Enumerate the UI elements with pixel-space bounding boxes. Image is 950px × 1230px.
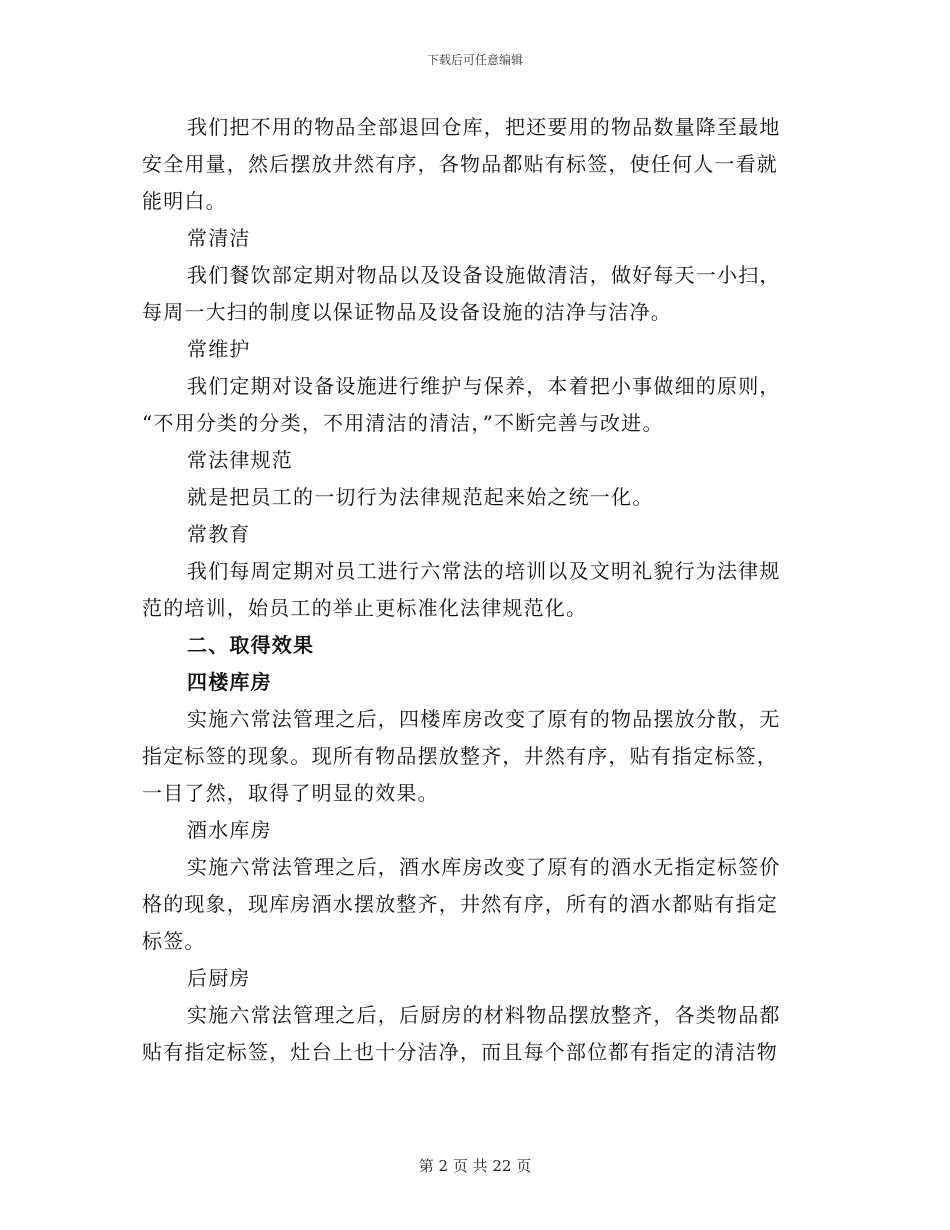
- body-text-line: 酒水库房: [187, 818, 272, 842]
- section-heading: 二、取得效果: [187, 633, 315, 657]
- body-text-line: 我们餐饮部定期对物品以及设备设施做清洁，做好每天一小扫，: [187, 263, 781, 287]
- document-body: [142, 109, 807, 1071]
- body-text-line: 我们把不用的物品全部退回仓库，把还要用的物品数量降至最地: [187, 115, 781, 139]
- body-text-line: 标签。: [142, 929, 206, 953]
- body-text-line: 每周一大扫的制度以保证物品及设备设施的洁净与洁净。: [142, 300, 672, 324]
- body-text-line: 常维护: [187, 337, 251, 361]
- body-text-line: 常法律规范: [187, 448, 293, 472]
- body-text-line: 范的培训，始员工的举止更标准化法律规范化。: [142, 596, 588, 620]
- body-text-line: 常教育: [187, 522, 251, 546]
- body-text-line: 我们定期对设备设施进行维护与保养，本着把小事做细的原则，: [187, 374, 781, 398]
- body-text-line: 一目了然，取得了明显的效果。: [142, 781, 439, 805]
- body-text-line: 就是把员工的一切行为法律规范起来始之统一化。: [187, 485, 654, 509]
- body-text-line: “不用分类的分类，不用清洁的清洁，”不断完善与改进。: [142, 411, 664, 435]
- body-text-line: 指定标签的现象。现所有物品摆放整齐，井然有序，贴有指定标签，: [142, 744, 778, 768]
- section-heading: 四楼库房: [187, 670, 272, 694]
- page-header: 下载后可任意编辑: [426, 53, 523, 67]
- body-text-line: 实施六常法管理之后，酒水库房改变了原有的酒水无指定标签价: [187, 855, 781, 879]
- page-number: 第 2 页 共 22 页: [418, 1157, 532, 1175]
- body-text-line: 实施六常法管理之后，后厨房的材料物品摆放整齐，各类物品都: [187, 1003, 781, 1027]
- body-text-line: 我们每周定期对员工进行六常法的培训以及文明礼貌行为法律规: [187, 559, 781, 583]
- body-text-line: 安全用量，然后摆放井然有序，各物品都贴有标签，使任何人一看就: [142, 152, 778, 176]
- body-text-line: 贴有指定标签，灶台上也十分洁净，而且每个部位都有指定的清洁物: [142, 1040, 778, 1064]
- body-text-line: 后厨房: [187, 966, 251, 990]
- body-text-line: 实施六常法管理之后，四楼库房改变了原有的物品摆放分散，无: [187, 707, 781, 731]
- body-text-line: 常清洁: [187, 226, 251, 250]
- body-text-line: 格的现象，现库房酒水摆放整齐，井然有序，所有的酒水都贴有指定: [142, 892, 778, 916]
- body-text-line: 能明白。: [142, 189, 227, 213]
